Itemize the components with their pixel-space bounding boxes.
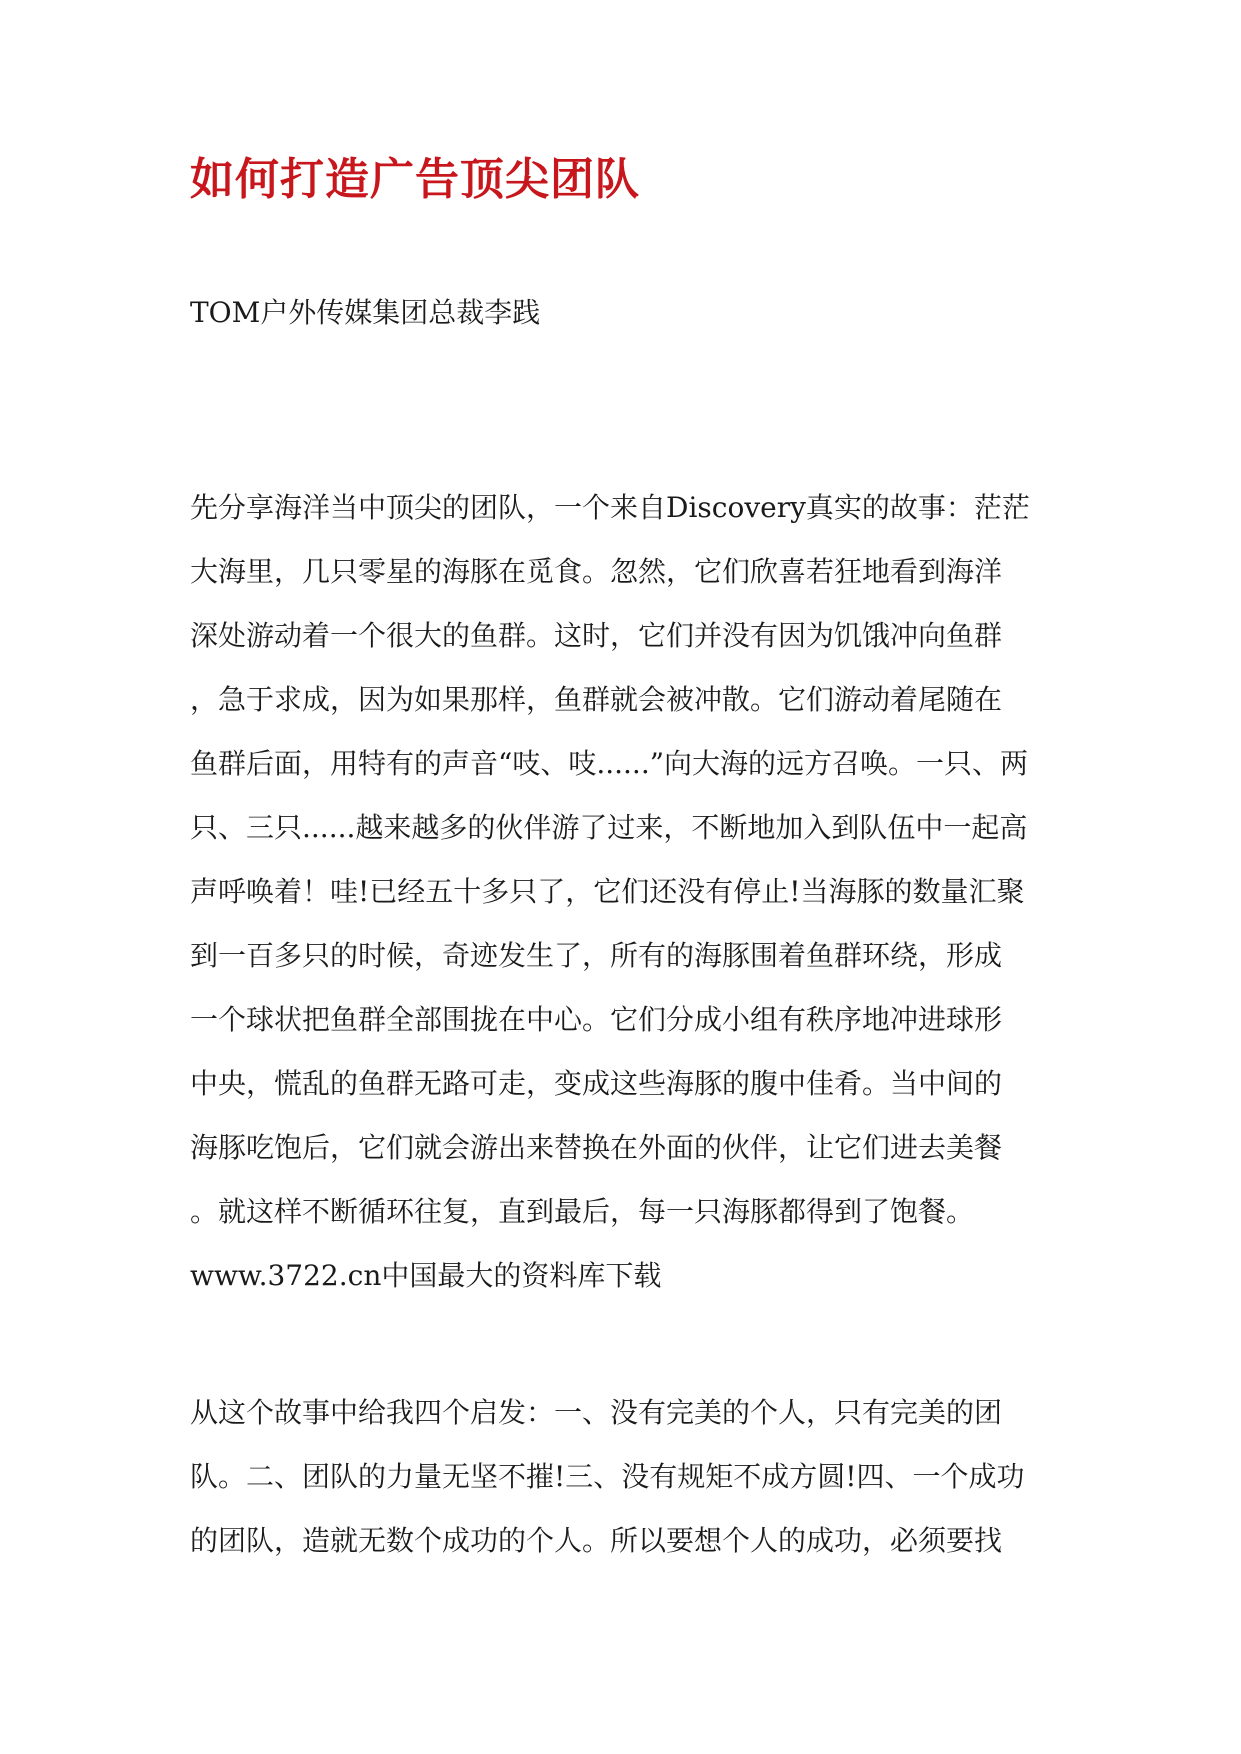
paragraph-line: 中央，慌乱的鱼群无路可走，变成这些海豚的腹中佳肴。当中间的 xyxy=(190,1067,1003,1100)
paragraph-line: 从这个故事中给我四个启发：一、没有完美的个人，只有完美的团 xyxy=(190,1396,1003,1429)
paragraph-line: 先分享海洋当中顶尖的团队，一个来自Discovery真实的故事：茫茫 xyxy=(190,491,1030,524)
paragraph-line: ，急于求成，因为如果那样，鱼群就会被冲散。它们游动着尾随在 xyxy=(190,683,1003,716)
document-title: 如何打造广告顶尖团队 xyxy=(190,154,640,205)
source-line: www.3722.cn中国最大的资料库下载 xyxy=(190,1259,662,1292)
paragraph-line: 。就这样不断循环往复，直到最后，每一只海豚都得到了饱餐。 xyxy=(190,1195,975,1228)
paragraph-line: 深处游动着一个很大的鱼群。这时，它们并没有因为饥饿冲向鱼群 xyxy=(190,619,1003,652)
paragraph-line: 队。二、团队的力量无坚不摧!三、没有规矩不成方圆!四、一个成功 xyxy=(190,1460,1025,1493)
paragraph-line: 鱼群后面，用特有的声音“吱、吱......”向大海的远方召唤。一只、两 xyxy=(190,747,1029,780)
paragraph-line: 大海里，几只零星的海豚在觅食。忽然，它们欣喜若狂地看到海洋 xyxy=(190,555,1003,588)
author-line: TOM户外传媒集团总裁李践 xyxy=(190,296,541,329)
paragraph-line: 一个球状把鱼群全部围拢在中心。它们分成小组有秩序地冲进球形 xyxy=(190,1003,1003,1036)
paragraph-line: 海豚吃饱后，它们就会游出来替换在外面的伙伴，让它们进去美餐 xyxy=(190,1131,1003,1164)
paragraph-line: 到一百多只的时候，奇迹发生了，所有的海豚围着鱼群环绕，形成 xyxy=(190,939,1003,972)
paragraph-line: 声呼唤着！哇!已经五十多只了，它们还没有停止!当海豚的数量汇聚 xyxy=(190,875,1025,908)
paragraph-line: 的团队，造就无数个成功的个人。所以要想个人的成功，必须要找 xyxy=(190,1524,1003,1557)
paragraph-line: 只、三只......越来越多的伙伴游了过来，不断地加入到队伍中一起高 xyxy=(190,811,1028,844)
